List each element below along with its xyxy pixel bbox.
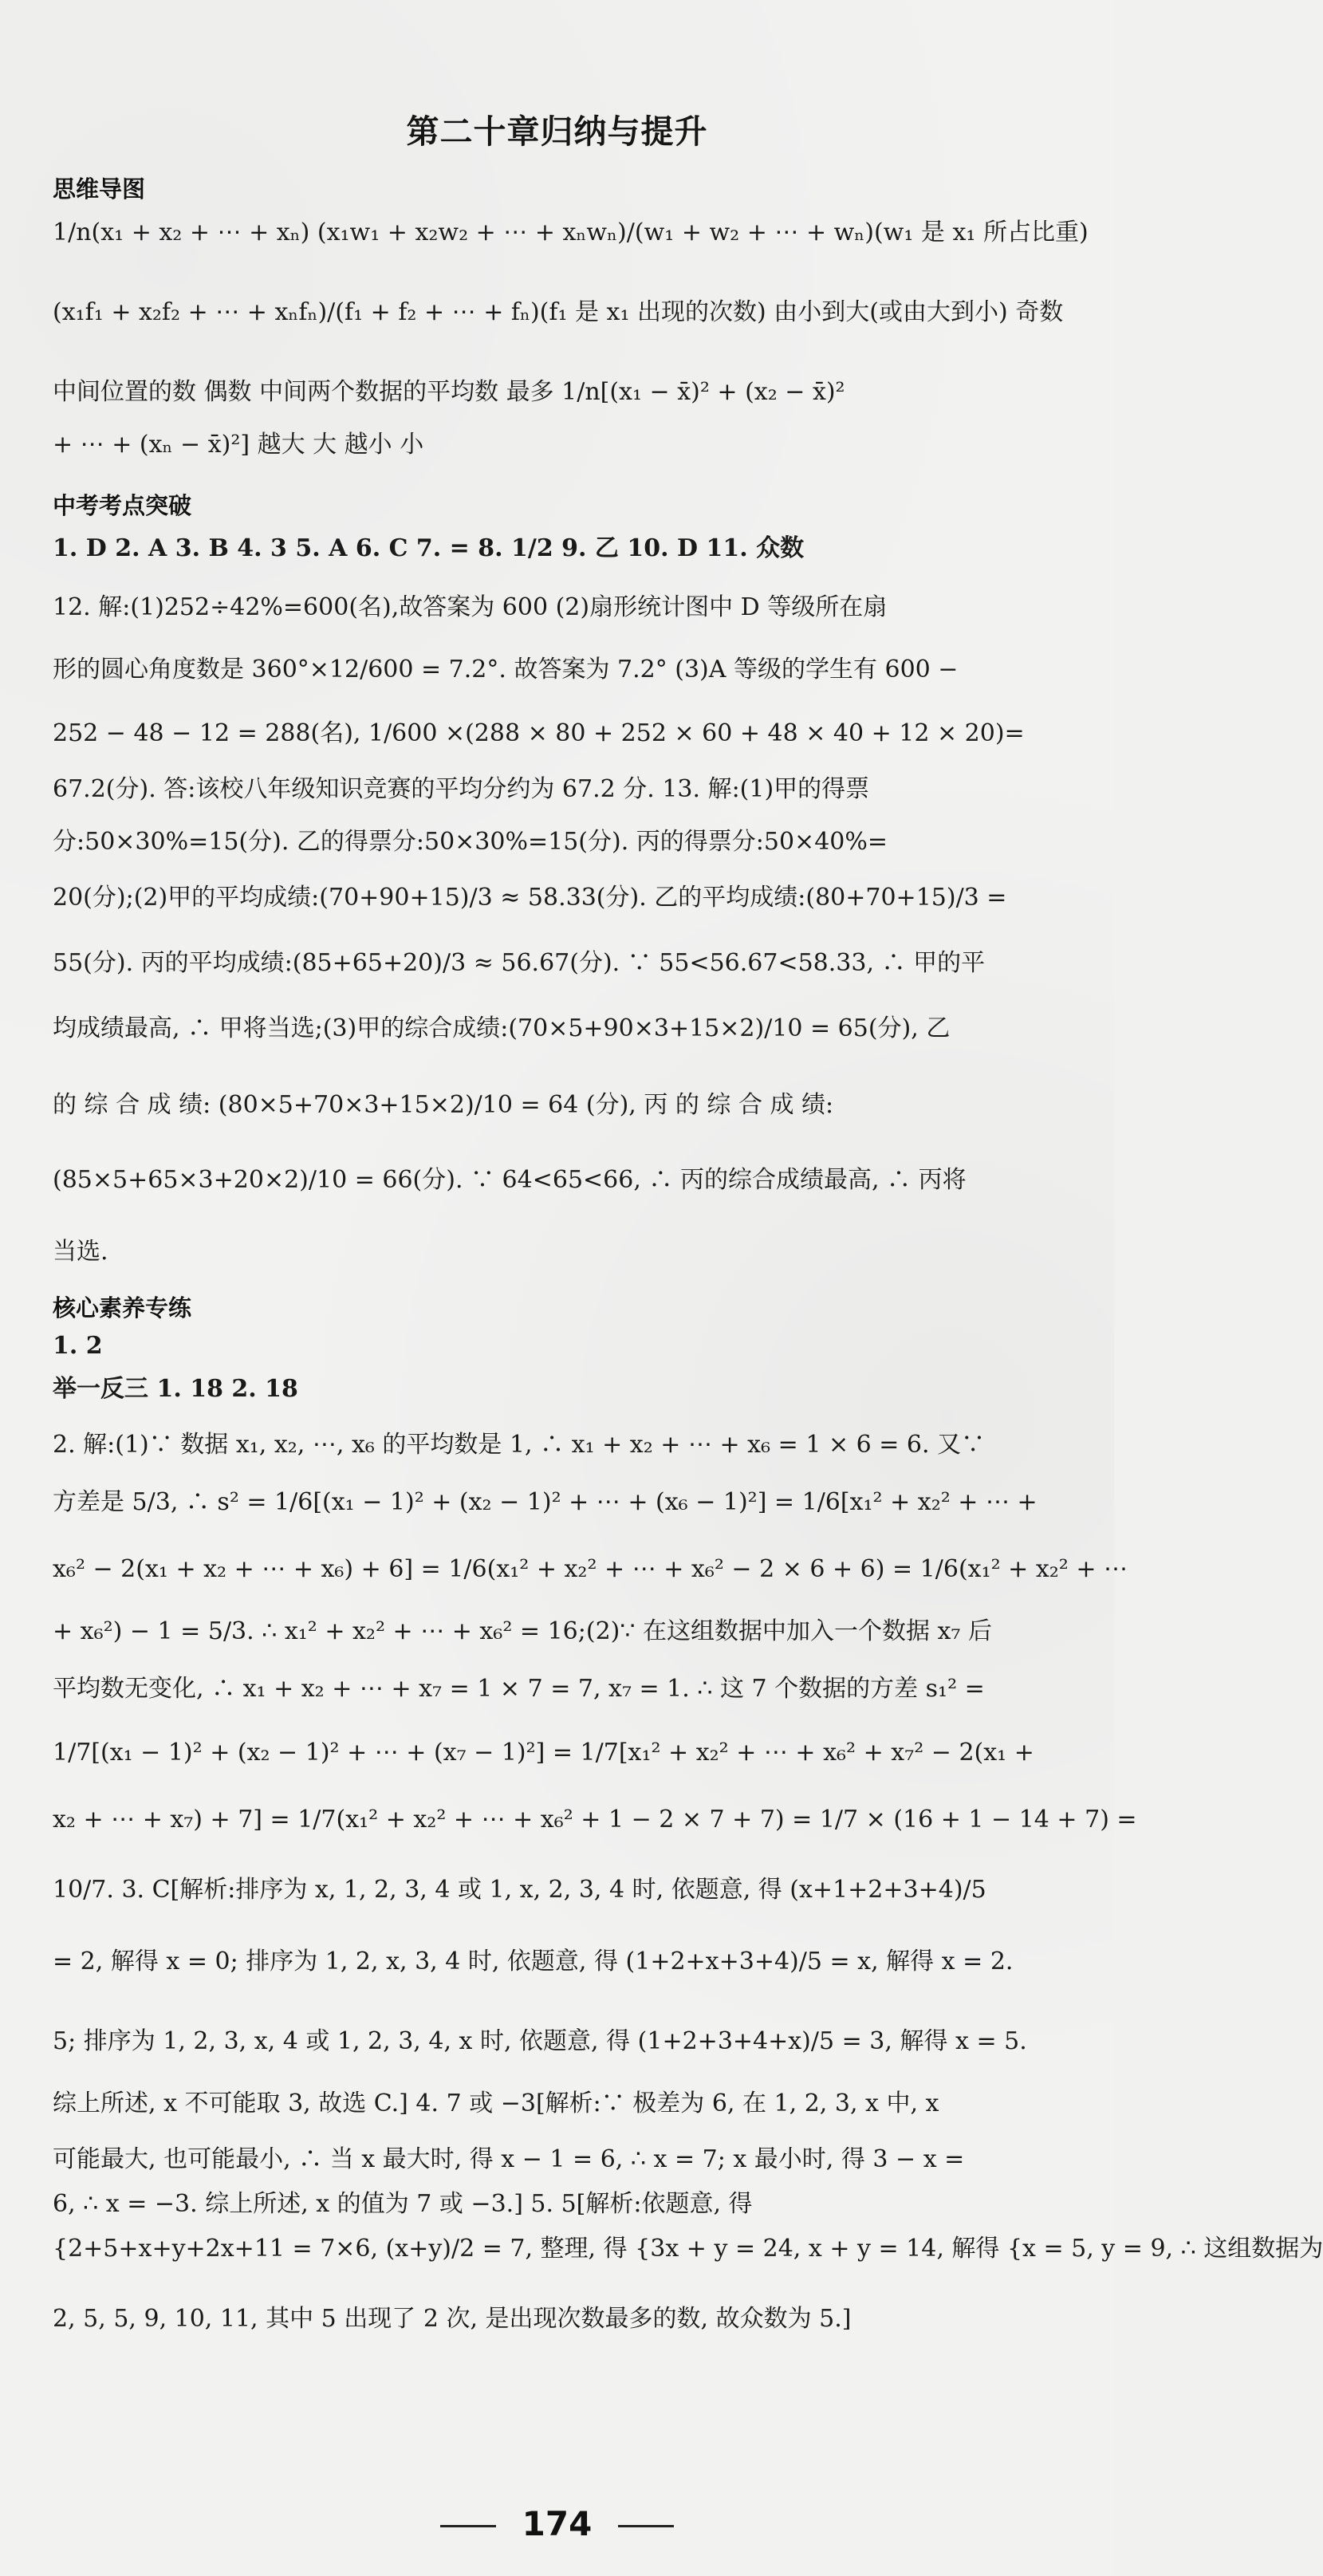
text-line: (x₁f₁ + x₂f₂ + ⋯ + xₙfₙ)/(f₁ + f₂ + ⋯ + fₙ)(f₁ 是 x₁ 出现的次数) 由小到大(或由大到小) 奇数 [53, 298, 1064, 326]
text-line: 1. 2 [53, 1332, 103, 1360]
text-line: 平均数无变化, ∴ x₁ + x₂ + ⋯ + x₇ = 1 × 7 = 7, x₇ = 1. ∴ 这 7 个数据的方差 s₁² = [53, 1675, 985, 1703]
text-line: (85×5+65×3+20×2)/10 = 66(分). ∵ 64<65<66, ∴ 丙的综合成绩最高, ∴ 丙将 [53, 1166, 967, 1194]
text-line: 55(分). 丙的平均成绩:(85+65+20)/3 ≈ 56.67(分). ∵ 55<56.67<58.33, ∴ 甲的平 [53, 949, 986, 977]
text-line: 的 综 合 成 绩: (80×5+70×3+15×2)/10 = 64 (分), 丙 的 综 合 成 绩: [53, 1091, 834, 1119]
text-line: 综上所述, x 不可能取 3, 故选 C.] 4. 7 或 −3[解析:∵ 极差为 6, 在 1, 2, 3, x 中, x [53, 2090, 939, 2117]
text-line: 举一反三 1. 18 2. 18 [53, 1375, 298, 1403]
text-line: 5; 排序为 1, 2, 3, x, 4 或 1, 2, 3, 4, x 时, 依题意, 得 (1+2+3+4+x)/5 = 3, 解得 x = 5. [53, 2027, 1027, 2055]
text-line: + x₆²) − 1 = 5/3. ∴ x₁² + x₂² + ⋯ + x₆² = 16;(2)∵ 在这组数据中加入一个数据 x₇ 后 [53, 1617, 992, 1645]
section-core-training: 核心素养专练 [53, 1294, 192, 1321]
text-line: x₂ + ⋯ + x₇) + 7] = 1/7(x₁² + x₂² + ⋯ + x₆² + 1 − 2 × 7 + 7) = 1/7 × (16 + 1 − 14 + 7) = [53, 1806, 1137, 1834]
text-line: x₆² − 2(x₁ + x₂ + ⋯ + x₆) + 6] = 1/6(x₁² + x₂² + ⋯ + x₆² − 2 × 6 + 6) = 1/6(x₁² + x₂² + ⋯ [53, 1555, 1128, 1583]
chapter-title: 第二十章归纳与提升 [406, 112, 708, 151]
footer-left-rule [440, 2525, 496, 2527]
text-line: 252 − 48 − 12 = 288(名), 1/600 ×(288 × 80 + 252 × 60 + 48 × 40 + 12 × 20)= [53, 719, 1025, 747]
text-line: 67.2(分). 答:该校八年级知识竞赛的平均分约为 67.2 分. 13. 解:(1)甲的得票 [53, 775, 870, 803]
text-line: 20(分);(2)甲的平均成绩:(70+90+15)/3 ≈ 58.33(分). 乙的平均成绩:(80+70+15)/3 = [53, 884, 1007, 912]
section-exam-points: 中考考点突破 [53, 492, 192, 519]
text-line: 1. D 2. A 3. B 4. 3 5. A 6. C 7. = 8. 1/2 9. 乙 10. D 11. 众数 [53, 534, 805, 562]
text-line: 均成绩最高, ∴ 甲将当选;(3)甲的综合成绩:(70×5+90×3+15×2)/10 = 65(分), 乙 [53, 1014, 951, 1042]
footer-right-rule [618, 2525, 674, 2527]
text-line: 6, ∴ x = −3. 综上所述, x 的值为 7 或 −3.] 5. 5[解析:依题意, 得 [53, 2190, 753, 2218]
text-line: = 2, 解得 x = 0; 排序为 1, 2, x, 3, 4 时, 依题意, 得 (1+2+x+3+4)/5 = x, 解得 x = 2. [53, 1948, 1014, 1975]
text-line: 10/7. 3. C[解析:排序为 x, 1, 2, 3, 4 或 1, x, 2, 3, 4 时, 依题意, 得 (x+1+2+3+4)/5 [53, 1876, 986, 1904]
text-line: 形的圆心角度数是 360°×12/600 = 7.2°. 故答案为 7.2° (3)A 等级的学生有 600 − [53, 656, 959, 683]
text-line: 12. 解:(1)252÷42%=600(名),故答案为 600 (2)扇形统计图中 D 等级所在扇 [53, 593, 888, 621]
text-line: 方差是 5/3, ∴ s² = 1/6[(x₁ − 1)² + (x₂ − 1)² + ⋯ + (x₆ − 1)²] = 1/6[x₁² + x₂² + ⋯ + [53, 1488, 1038, 1516]
page-number: 174 [522, 2504, 593, 2543]
text-line: 1/n(x₁ + x₂ + ⋯ + xₙ) (x₁w₁ + x₂w₂ + ⋯ + xₙwₙ)/(w₁ + w₂ + ⋯ + wₙ)(w₁ 是 x₁ 所占比重) [53, 219, 1089, 246]
section-mind-map: 思维导图 [53, 175, 146, 203]
text-line: 分:50×30%=15(分). 乙的得票分:50×30%=15(分). 丙的得票分:50×40%= [53, 828, 888, 856]
text-line: 2, 5, 5, 9, 10, 11, 其中 5 出现了 2 次, 是出现次数最多的数, 故众数为 5.] [53, 2305, 852, 2333]
text-line: 当选. [53, 1238, 108, 1266]
text-line: {2+5+x+y+2x+11 = 7×6, (x+y)/2 = 7, 整理, 得 {3x + y = 24, x + y = 14, 解得 {x = 5, y = 9, ∴ 这组数据为 [53, 2235, 1323, 2263]
text-line: 中间位置的数 偶数 中间两个数据的平均数 最多 1/n[(x₁ − x̄)² + (x₂ − x̄)² [53, 378, 845, 406]
text-line: 2. 解:(1)∵ 数据 x₁, x₂, ⋯, x₆ 的平均数是 1, ∴ x₁ + x₂ + ⋯ + x₆ = 1 × 6 = 6. 又∵ [53, 1431, 986, 1459]
text-line: 1/7[(x₁ − 1)² + (x₂ − 1)² + ⋯ + (x₇ − 1)²] = 1/7[x₁² + x₂² + ⋯ + x₆² + x₇² − 2(x₁ + [53, 1739, 1034, 1767]
text-line: + ⋯ + (xₙ − x̄)²] 越大 大 越小 小 [53, 431, 424, 459]
text-line: 可能最大, 也可能最小, ∴ 当 x 最大时, 得 x − 1 = 6, ∴ x = 7; x 最小时, 得 3 − x = [53, 2145, 965, 2173]
page-footer [0, 2504, 1114, 2543]
